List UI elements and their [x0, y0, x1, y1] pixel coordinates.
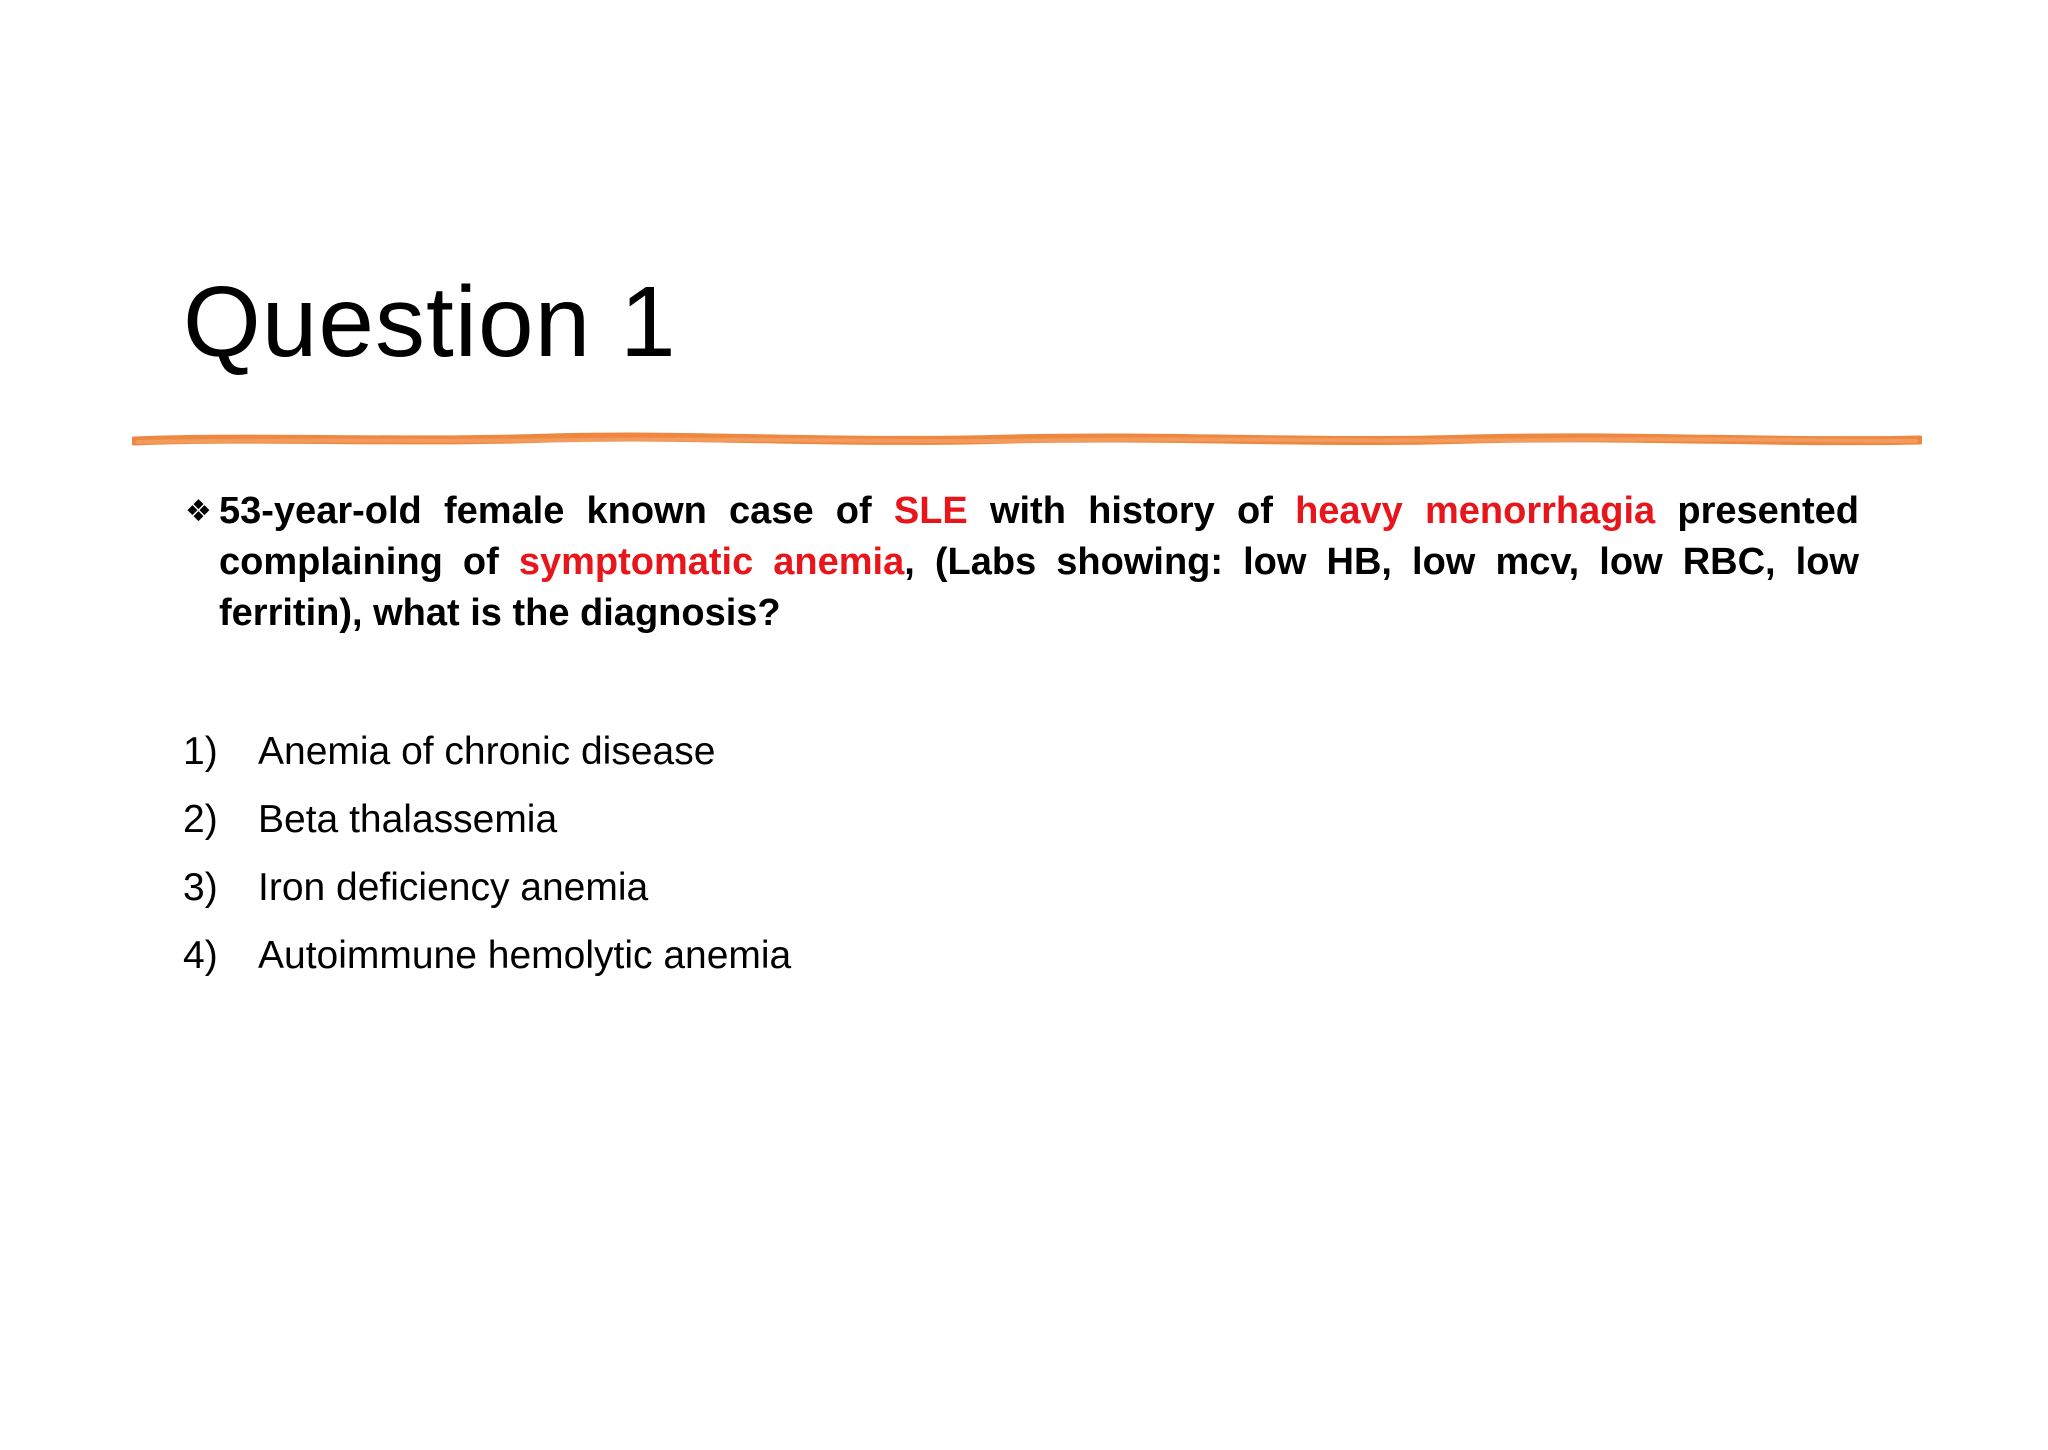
option-text: Autoimmune hemolytic anemia [258, 934, 792, 977]
highlight-symptomatic-anemia: symptomatic anemia [518, 541, 905, 583]
question-part: , (Labs showing: low HB, low mcv, low RBC, low ferritin), what is the diagnosis? [219, 541, 1859, 634]
brush-divider [132, 430, 1922, 452]
answer-option [183, 922, 791, 990]
option-number: 1) [183, 730, 218, 773]
slide-title: Question 1 [183, 266, 677, 378]
diamond-bullet-icon: ❖ [185, 495, 212, 528]
answer-option [183, 718, 791, 786]
option-number: 2) [183, 798, 218, 841]
answer-option [183, 786, 791, 854]
option-text: Beta thalassemia [258, 798, 558, 841]
question-part: with history of [967, 490, 1296, 532]
option-number: 3) [183, 866, 218, 909]
highlight-sle: SLE [893, 490, 968, 532]
highlight-heavy-menorrhagia: heavy menorrhagia [1295, 490, 1656, 532]
option-text: Iron deficiency anemia [258, 866, 649, 909]
answer-options-list [183, 718, 791, 990]
question-part: presented complaining of [219, 490, 1859, 583]
option-text: Anemia of chronic disease [258, 730, 716, 773]
option-number: 4) [183, 934, 218, 977]
question-text [185, 486, 1859, 639]
question-part: 53-year-old female known case of [219, 490, 894, 532]
answer-option [183, 854, 791, 922]
